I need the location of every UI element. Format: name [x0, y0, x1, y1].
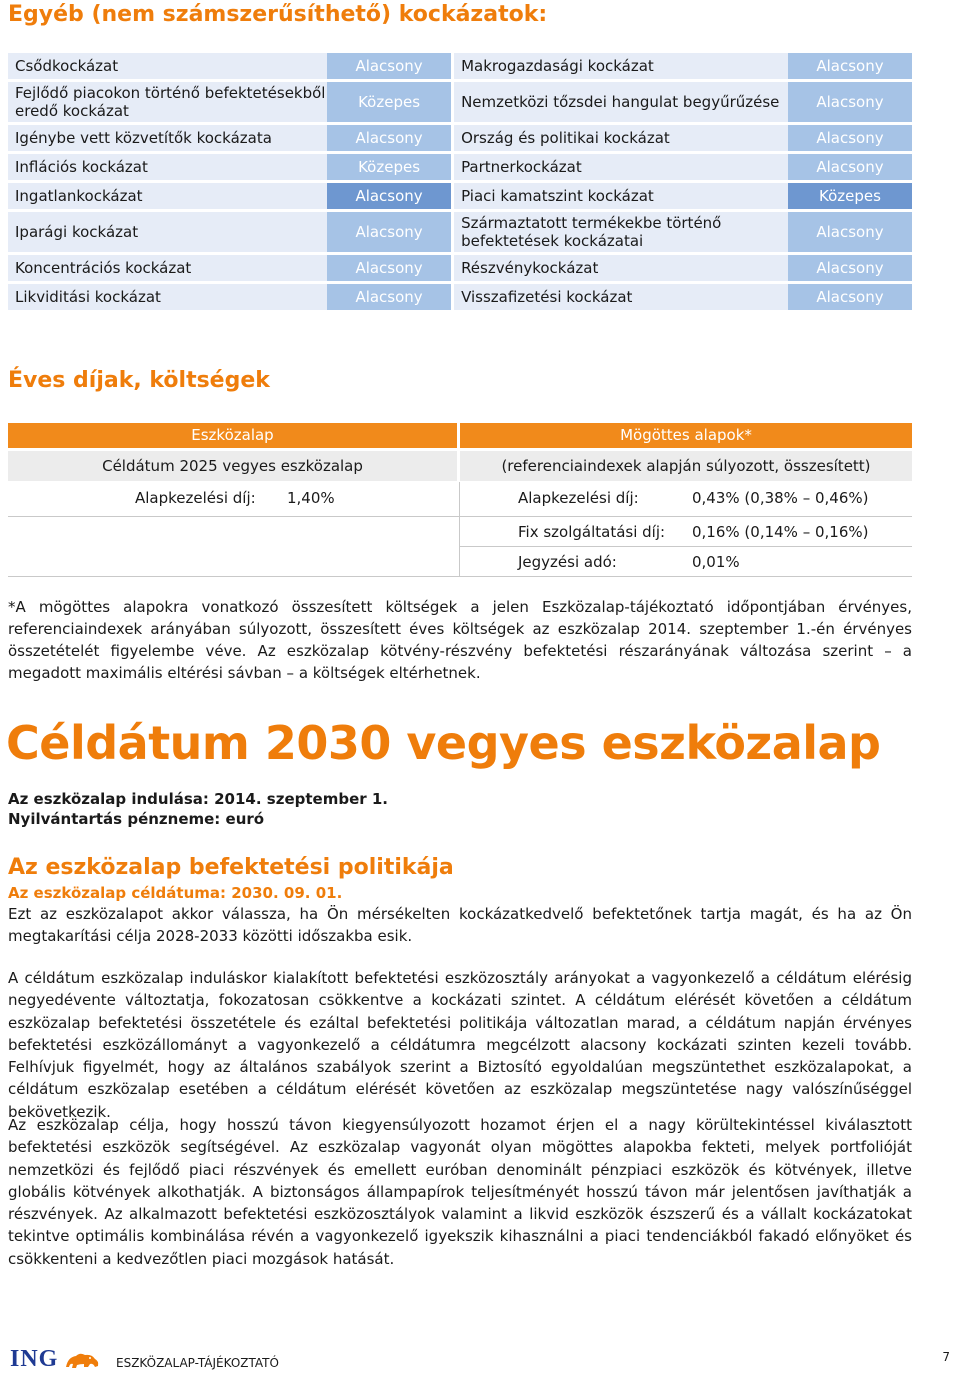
fee-divider — [459, 546, 912, 547]
risk-level: Alacsony — [788, 284, 912, 310]
risk-row — [8, 255, 912, 281]
risk-level: Alacsony — [788, 255, 912, 281]
ing-logo-text: ING — [10, 1346, 59, 1372]
page-number: 7 — [942, 1350, 950, 1364]
risk-level: Alacsony — [788, 125, 912, 151]
risk-name: Koncentrációs kockázat — [8, 255, 327, 281]
risk-row — [8, 125, 912, 151]
risk-level: Alacsony — [327, 284, 451, 310]
fee-label: Alapkezelési díj: — [518, 489, 639, 507]
fee-divider — [8, 576, 912, 577]
risk-name: Csődkockázat — [8, 53, 327, 79]
risk-row — [8, 183, 912, 209]
risk-level: Alacsony — [327, 53, 451, 79]
target-date: Az eszközalap céldátuma: 2030. 09. 01. — [8, 884, 343, 902]
risk-name: Származtatott termékekbe történő befektetések kockázatai — [451, 212, 788, 252]
risk-level: Közepes — [327, 82, 451, 122]
risk-row — [8, 284, 912, 310]
risk-name: Nemzetközi tőzsdei hangulat begyűrűzése — [451, 82, 788, 122]
risk-name: Ingatlankockázat — [8, 183, 327, 209]
fund-title: Céldátum 2030 vegyes eszközalap — [6, 716, 881, 770]
launch-date: Az eszközalap indulása: 2014. szeptember 1. — [8, 790, 388, 808]
fee-footnote: *A mögöttes alapokra vonatkozó összesített költségek a jelen Eszközalap-tájékoztató időpontjában érvényes, referenciaindexek arányában súlyozott, összesített éves költségek az eszközalap 2014. szeptember 1.-én érvényes összetételét figyelembe véve. Az eszközalap kötvény-részvény befektetési részarányának változása szerint – a megadott maximális eltérési sávban – a költségek eltérhetnek. — [8, 598, 912, 682]
policy-title: Az eszközalap befektetési politikája — [8, 855, 454, 880]
risk-name: Makrogazdasági kockázat — [451, 53, 788, 79]
risk-level: Alacsony — [788, 154, 912, 180]
risk-level: Alacsony — [788, 53, 912, 79]
risk-name: Igénybe vett közvetítők kockázata — [8, 125, 327, 151]
risk-level: Alacsony — [327, 125, 451, 151]
risk-row — [8, 212, 912, 252]
risk-name: Iparági kockázat — [8, 212, 327, 252]
risk-row — [8, 53, 912, 79]
risk-level: Alacsony — [327, 255, 451, 281]
risk-level: Alacsony — [788, 212, 912, 252]
risk-table — [8, 50, 912, 313]
risk-name: Részvénykockázat — [451, 255, 788, 281]
paragraph: Az eszközalap célja, hogy hosszú távon kiegyensúlyozott hozamot érjen el a nagy körültekintéssel kiválasztott befektetési eszközök segítségével. Az eszközalap vagyonát olyan mögöttes alapokba fekteti, melyek portfolióját nemzetközi és fejlődő piaci részvények és emellett euróban denominált pénzpiaci eszközök és kötvények, illetve globális kötvények alkothatják. A biztonságos állampapírok teljesítményét hosszú távon már jelentősen javíthatják a részvények. Az alkalmazott befektetési eszközosztályok valamint a likvid eszközök észszerű és a vállalt kockázatokat tekintve optimális kombinálása révén a vagyonkezelő igyekszik kihasználni a piaci tendenciákból fakadó előnyöket és csökkenteni a kedvezőtlen piaci mozgások hatását. — [8, 1116, 912, 1268]
ing-logo — [10, 1346, 102, 1373]
risk-row — [8, 154, 912, 180]
risk-level: Alacsony — [327, 212, 451, 252]
fee-value: 0,43% (0,38% – 0,46%) — [692, 489, 869, 507]
risk-name: Ország és politikai kockázat — [451, 125, 788, 151]
section-title-fees: Éves díjak, költségek — [8, 368, 270, 393]
fee-divider — [8, 516, 459, 517]
section-title-risks: Egyéb (nem számszerűsíthető) kockázatok: — [8, 2, 548, 27]
fee-divider — [459, 482, 460, 576]
risk-level: Alacsony — [788, 82, 912, 122]
risk-name: Likviditási kockázat — [8, 284, 327, 310]
risk-level: Alacsony — [327, 183, 451, 209]
currency: Nyilvántartás pénzneme: euró — [8, 810, 265, 828]
risk-name: Piaci kamatszint kockázat — [451, 183, 788, 209]
fee-value: 0,16% (0,14% – 0,16%) — [692, 523, 869, 541]
risk-name: Partnerkockázat — [451, 154, 788, 180]
fee-value: 1,40% — [287, 489, 335, 507]
risk-name: Fejlődő piacokon történő befektetésekből eredő kockázat — [8, 82, 327, 122]
fee-right-subheader: (referenciaindexek alapján súlyozott, összesített) — [460, 451, 912, 481]
fee-left-subheader: Céldátum 2025 vegyes eszközalap — [8, 451, 457, 481]
footer-text: ESZKÖZALAP-TÁJÉKOZTATÓ — [116, 1356, 279, 1370]
risk-level: Közepes — [788, 183, 912, 209]
fee-right-header: Mögöttes alapok* — [460, 423, 912, 448]
fee-left-header: Eszközalap — [8, 423, 457, 448]
paragraph: Ezt az eszközalapot akkor válassza, ha Ön mérsékelten kockázatkedvelő befektetőnek tartja magát, és ha az Ön megtakarítási célja 2028-2033 közötti időszakba esik. — [8, 905, 912, 946]
paragraph: A céldátum eszközalap induláskor kialakított befektetési eszközosztály arányokat a vagyonkezelő a céldátum elérésig negyedévente változtatja, fokozatosan csökkentve a kockázati szintet. A céldátum elérését követően a céldátum eszközalap befektetési összetétele és ezáltal befektetési politikája változatlan marad, a céldátum napján érvényes befektetési eszközállományt a vagyonkezelő a céldátumra megcélzott alacsony kockázati szinten kezeli tovább. Felhívjuk figyelmét, hogy az általános szabályok szerint a Biztosító egyoldalúan megszüntethet eszközalapokat, a céldátum eszközalap esetében a céldátum elérését követően az eszközalap megszüntetése nagy valószínűséggel bekövetkezik. — [8, 969, 912, 1121]
risk-level: Közepes — [327, 154, 451, 180]
fee-label: Alapkezelési díj: — [135, 489, 256, 507]
fee-label: Jegyzési adó: — [518, 553, 617, 571]
risk-name: Inflációs kockázat — [8, 154, 327, 180]
fee-divider — [459, 516, 912, 517]
fee-value: 0,01% — [692, 553, 740, 571]
risk-row — [8, 82, 912, 122]
risk-name: Visszafizetési kockázat — [451, 284, 788, 310]
lion-icon — [62, 1349, 102, 1371]
fee-label: Fix szolgáltatási díj: — [518, 523, 666, 541]
